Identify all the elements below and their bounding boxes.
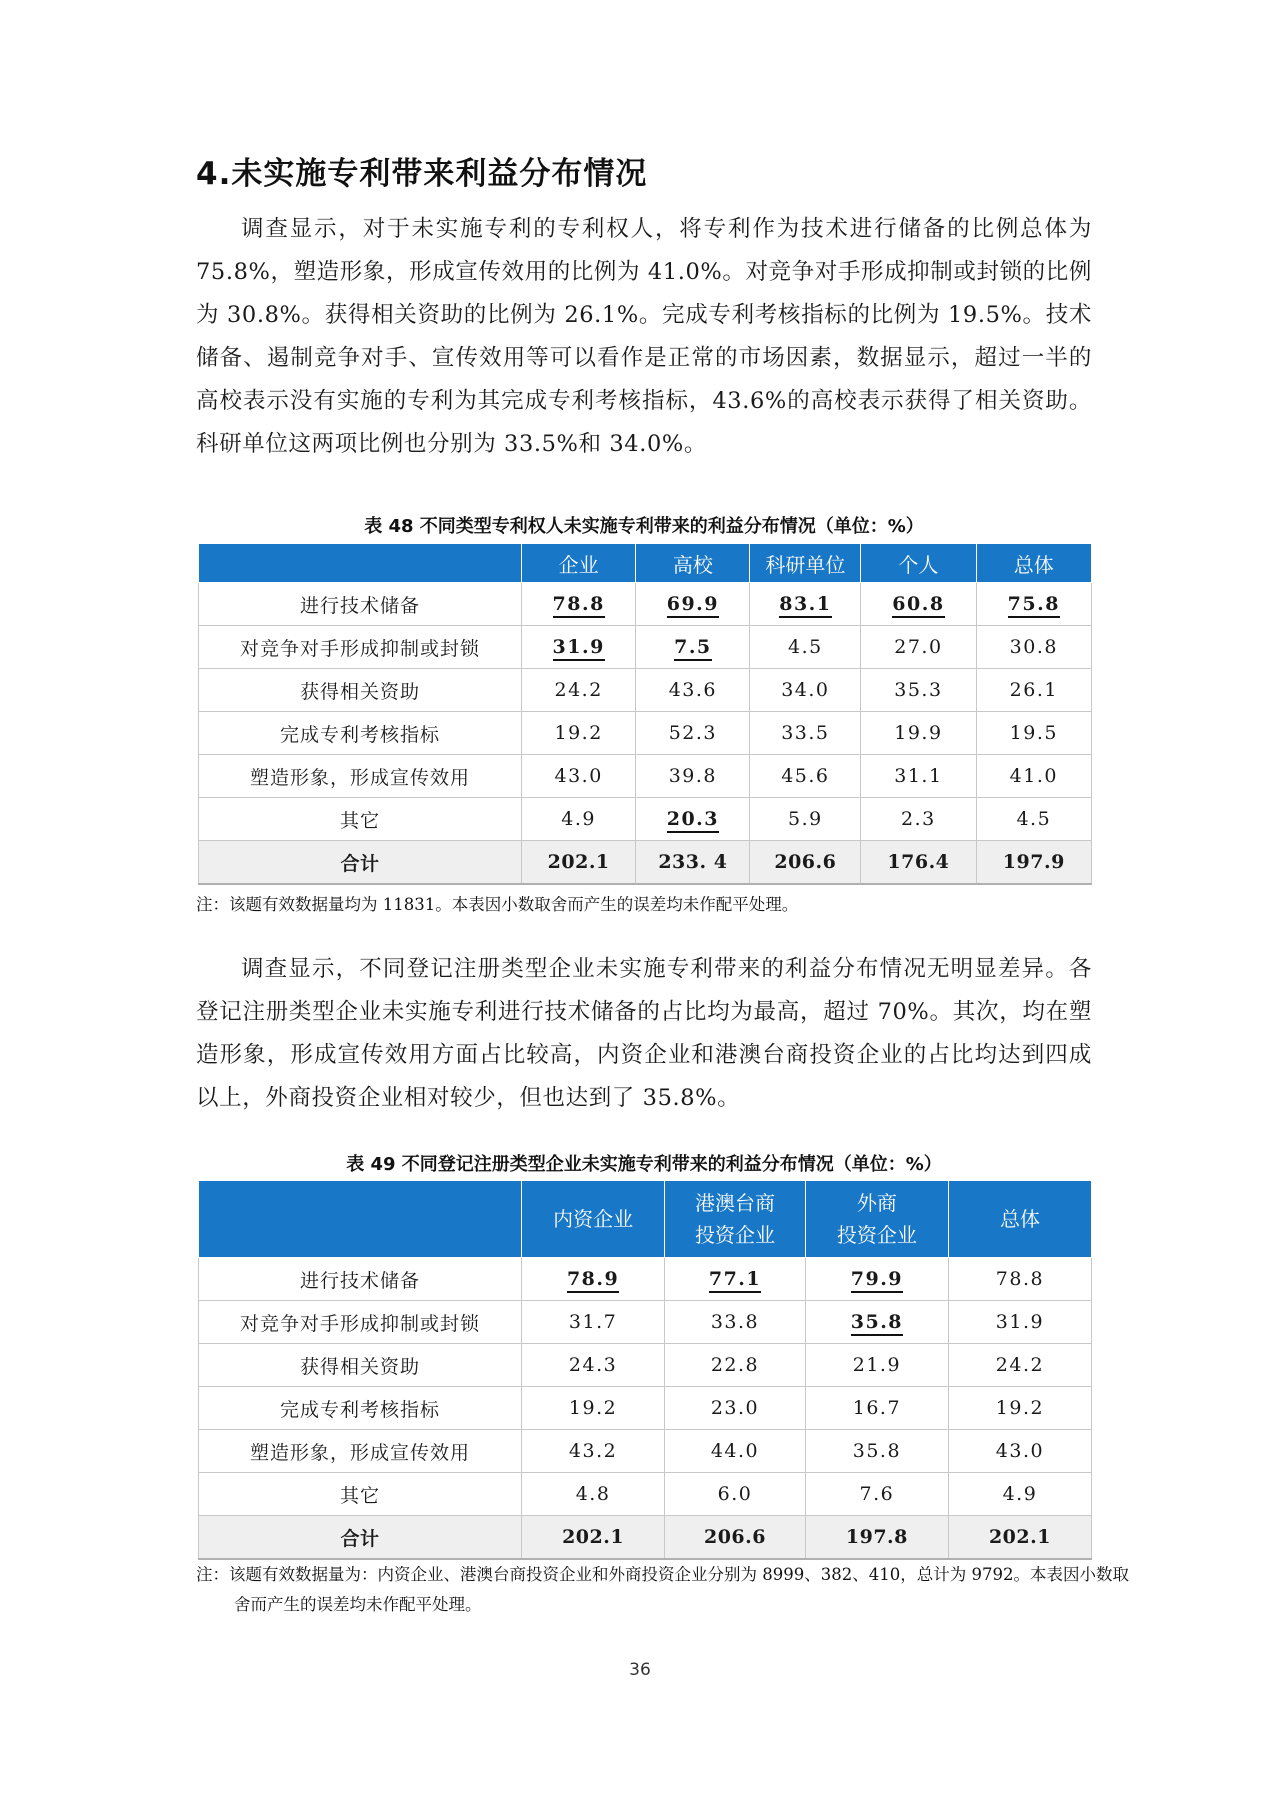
- cell-value: 24.2: [995, 1354, 1045, 1376]
- cell-value: 7.6: [859, 1483, 895, 1505]
- table-cell: [948, 1387, 1091, 1430]
- cell-value: 33.5: [781, 722, 830, 744]
- table-cell: [636, 583, 750, 626]
- table-cell: [805, 1387, 948, 1430]
- cell-value: 35.8: [852, 1440, 902, 1462]
- header-line: 外商: [856, 1191, 897, 1215]
- cell-value: 21.9: [852, 1354, 902, 1376]
- column-header: [948, 1181, 1091, 1258]
- row-label: 完成专利考核指标: [199, 1387, 522, 1430]
- table-49-note: 注：该题有效数据量为：内资企业、港澳台商投资企业和外商投资企业分别为 8999、382、410，总计为 9792。本表因小数取舍而产生的误差均未作配平处理。: [196, 1565, 1129, 1614]
- table-48-body: [199, 583, 1092, 885]
- table-cell: [522, 712, 636, 755]
- cell-value: 43.2: [568, 1440, 618, 1462]
- table-total-row: [199, 1516, 1092, 1560]
- table-48-note: 注：该题有效数据量均为 11831。本表因小数取舍而产生的误差均未作配平处理。: [196, 895, 799, 914]
- row-label: 塑造形象，形成宣传效用: [199, 1430, 522, 1473]
- table-row: [199, 1430, 1092, 1473]
- cell-value: 24.3: [568, 1354, 618, 1376]
- table-cell: [805, 1473, 948, 1516]
- row-label: 完成专利考核指标: [199, 712, 522, 755]
- header-row: [199, 1181, 1092, 1258]
- header-row: [199, 544, 1092, 583]
- cell-value: 26.1: [1009, 679, 1058, 701]
- table-cell: [636, 712, 750, 755]
- row-label: 其它: [199, 798, 522, 841]
- table-cell: [948, 1430, 1091, 1473]
- table-cell: [665, 1516, 806, 1560]
- row-label: 获得相关资助: [199, 669, 522, 712]
- section-heading: 4.未实施专利带来利益分布情况: [196, 156, 648, 192]
- table-cell: [665, 1473, 806, 1516]
- paragraph-1: 调查显示，对于未实施专利的专利权人，将专利作为技术进行储备的比例总体为 75.8%，塑造形象，形成宣传效用的比例为 41.0%。对竞争对手形成抑制或封锁的比例为 30.8%。获得相关资助的比例为 26.1%。完成专利考核指标的比例为 19.5%。技术储备、遏制竞争对手、宣传效用等可以看作是正常的市场因素，数据显示，超过一半的高校表示没有实施的专利为其完成专利考核指标，43.6%的高校表示获得了相关资助。科研单位这两项比例也分别为 33.5%和 34.0%。: [196, 216, 1092, 457]
- column-header: [805, 1181, 948, 1258]
- table-cell: [522, 755, 636, 798]
- row-label: 进行技术储备: [199, 583, 522, 626]
- table-cell: [948, 1301, 1091, 1344]
- table-cell: [665, 1344, 806, 1387]
- table-cell: [636, 669, 750, 712]
- cell-value: 43.6: [668, 679, 718, 701]
- table-row: [199, 583, 1092, 626]
- cell-value: 78.8: [553, 593, 605, 618]
- table-cell: [665, 1258, 806, 1301]
- cell-value: 206.6: [774, 851, 837, 873]
- table-cell: [636, 755, 750, 798]
- table-cell: [522, 1473, 665, 1516]
- row-label: 其它: [199, 1473, 522, 1516]
- table-cell: [805, 1430, 948, 1473]
- cell-value: 31.9: [995, 1311, 1045, 1333]
- table-row: [199, 626, 1092, 669]
- table-cell: [665, 1387, 806, 1430]
- table-cell: [522, 798, 636, 841]
- column-header: [522, 1181, 665, 1258]
- cell-value: 83.1: [779, 593, 831, 618]
- cell-value: 39.8: [668, 765, 718, 787]
- table-cell: [976, 583, 1091, 626]
- cell-value: 5.9: [788, 808, 823, 830]
- table-cell: [976, 626, 1091, 669]
- table-cell: [750, 583, 861, 626]
- table-cell: [522, 1430, 665, 1473]
- table-cell: [948, 1258, 1091, 1301]
- table-cell: [522, 1344, 665, 1387]
- cell-value: 77.1: [709, 1268, 761, 1293]
- row-label: 合计: [199, 1516, 522, 1560]
- table-cell: [750, 669, 861, 712]
- cell-value: 75.8: [1008, 593, 1060, 618]
- cell-value: 78.9: [567, 1268, 619, 1293]
- table-cell: [976, 712, 1091, 755]
- column-header: 高校: [636, 544, 750, 583]
- header-line: 内资企业: [553, 1207, 634, 1231]
- header-line: 港澳台商: [694, 1191, 775, 1215]
- table-total-row: [199, 841, 1092, 885]
- table-cell: [805, 1344, 948, 1387]
- table-row: [199, 1387, 1092, 1430]
- column-header: 科研单位: [750, 544, 861, 583]
- header-line: 投资企业: [836, 1223, 917, 1247]
- row-label: 塑造形象，形成宣传效用: [199, 755, 522, 798]
- cell-value: 35.8: [851, 1311, 903, 1336]
- table-cell: [861, 755, 976, 798]
- table-49-header: [199, 1181, 1092, 1258]
- cell-value: 202.1: [547, 851, 610, 873]
- table-cell: [861, 626, 976, 669]
- table-cell: [976, 669, 1091, 712]
- table-cell: [976, 755, 1091, 798]
- cell-value: 24.2: [554, 679, 603, 701]
- table-cell: [522, 1301, 665, 1344]
- cell-value: 35.3: [894, 679, 943, 701]
- table-48: [198, 543, 1092, 885]
- table-row: [199, 1258, 1092, 1301]
- table-cell: [522, 626, 636, 669]
- cell-value: 22.8: [710, 1354, 760, 1376]
- table-row: [199, 1344, 1092, 1387]
- table-cell: [861, 669, 976, 712]
- table-row: [199, 669, 1092, 712]
- cell-value: 20.3: [667, 808, 719, 833]
- column-header: 个人: [861, 544, 976, 583]
- cell-value: 43.0: [995, 1440, 1045, 1462]
- cell-value: 4.5: [1016, 808, 1052, 830]
- cell-value: 79.9: [851, 1268, 903, 1293]
- table-cell: [636, 626, 750, 669]
- table-cell: [948, 1516, 1091, 1560]
- cell-value: 34.0: [781, 679, 830, 701]
- table-row: [199, 755, 1092, 798]
- table-cell: [750, 626, 861, 669]
- column-header: 总体: [976, 544, 1091, 583]
- cell-value: 4.5: [788, 636, 823, 658]
- table-cell: [665, 1301, 806, 1344]
- table-48-header: [199, 544, 1092, 583]
- table-cell: [861, 712, 976, 755]
- table-cell: [522, 669, 636, 712]
- cell-value: 60.8: [892, 593, 944, 618]
- header-line: 投资企业: [694, 1223, 775, 1247]
- table-cell: [522, 1258, 665, 1301]
- cell-value: 44.0: [710, 1440, 760, 1462]
- table-48-caption: 表 48 不同类型专利权人未实施专利带来的利益分布情况（单位：%）: [364, 516, 924, 537]
- cell-value: 19.2: [995, 1397, 1045, 1419]
- table-cell: [805, 1516, 948, 1560]
- table-49-caption: 表 49 不同登记注册类型企业未实施专利带来的利益分布情况（单位：%）: [346, 1154, 942, 1175]
- cell-value: 19.2: [568, 1397, 618, 1419]
- page-number: 36: [629, 1660, 651, 1680]
- table-49: [198, 1180, 1092, 1560]
- cell-value: 176.4: [887, 851, 950, 873]
- table-row: [199, 798, 1092, 841]
- table-cell: [976, 841, 1091, 885]
- cell-value: 206.6: [703, 1526, 766, 1548]
- cell-value: 30.8: [1009, 636, 1058, 658]
- cell-value: 19.5: [1009, 722, 1058, 744]
- cell-value: 4.9: [1002, 1483, 1038, 1505]
- cell-value: 7.5: [674, 636, 712, 661]
- cell-value: 69.9: [667, 593, 719, 618]
- table-cell: [750, 755, 861, 798]
- table-49-body: [199, 1258, 1092, 1560]
- table-cell: [522, 841, 636, 885]
- table-row: [199, 712, 1092, 755]
- table-cell: [522, 1387, 665, 1430]
- cell-value: 31.9: [553, 636, 605, 661]
- cell-value: 45.6: [781, 765, 830, 787]
- table-cell: [861, 841, 976, 885]
- column-header: 企业: [522, 544, 636, 583]
- table-cell: [750, 712, 861, 755]
- paragraph-2: 调查显示，不同登记注册类型企业未实施专利带来的利益分布情况无明显差异。各登记注册类型企业未实施专利进行技术储备的占比均为最高，超过 70%。其次，均在塑造形象，形成宣传效用方面占比较高，内资企业和港澳台商投资企业的占比均达到四成以上，外商投资企业相对较少，但也达到了 35.8%。: [196, 956, 1092, 1111]
- table-cell: [861, 583, 976, 626]
- table-cell: [948, 1344, 1091, 1387]
- table-cell: [636, 841, 750, 885]
- row-label: 进行技术储备: [199, 1258, 522, 1301]
- column-header: [199, 544, 522, 583]
- column-header: [199, 1181, 522, 1258]
- cell-value: 202.1: [988, 1526, 1051, 1548]
- table-row: [199, 1473, 1092, 1516]
- table-cell: [522, 1516, 665, 1560]
- header-line: 总体: [999, 1207, 1040, 1231]
- row-label: 合计: [199, 841, 522, 885]
- cell-value: 19.9: [894, 722, 943, 744]
- table-cell: [750, 841, 861, 885]
- table-cell: [522, 583, 636, 626]
- cell-value: 52.3: [668, 722, 718, 744]
- table-cell: [665, 1430, 806, 1473]
- cell-value: 4.8: [575, 1483, 611, 1505]
- cell-value: 31.1: [894, 765, 943, 787]
- cell-value: 43.0: [554, 765, 603, 787]
- table-row: [199, 1301, 1092, 1344]
- cell-value: 78.8: [995, 1268, 1045, 1290]
- table-cell: [750, 798, 861, 841]
- cell-value: 33.8: [710, 1311, 760, 1333]
- cell-value: 197.8: [845, 1526, 908, 1548]
- cell-value: 19.2: [554, 722, 603, 744]
- cell-value: 2.3: [901, 808, 936, 830]
- cell-value: 27.0: [894, 636, 943, 658]
- cell-value: 6.0: [717, 1483, 753, 1505]
- table-cell: [976, 798, 1091, 841]
- row-label: 对竞争对手形成抑制或封锁: [199, 1301, 522, 1344]
- table-cell: [805, 1258, 948, 1301]
- cell-value: 202.1: [562, 1526, 625, 1548]
- column-header: [665, 1181, 806, 1258]
- cell-value: 23.0: [710, 1397, 760, 1419]
- cell-value: 4.9: [561, 808, 597, 830]
- table-cell: [636, 798, 750, 841]
- table-cell: [805, 1301, 948, 1344]
- table-cell: [861, 798, 976, 841]
- cell-value: 16.7: [852, 1397, 902, 1419]
- cell-value: 41.0: [1009, 765, 1058, 787]
- cell-value: 233. 4: [658, 851, 728, 873]
- row-label: 获得相关资助: [199, 1344, 522, 1387]
- cell-value: 31.7: [568, 1311, 618, 1333]
- cell-value: 197.9: [1002, 851, 1065, 873]
- row-label: 对竞争对手形成抑制或封锁: [199, 626, 522, 669]
- table-cell: [948, 1473, 1091, 1516]
